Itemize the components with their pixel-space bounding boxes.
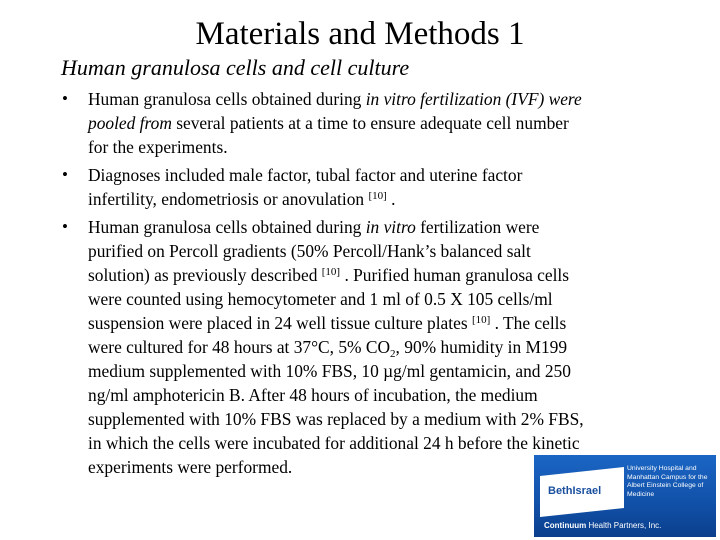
citation: [10] [321, 266, 341, 278]
text-run: were cultured for 48 hours at 37°C, 5% CO [88, 337, 391, 357]
logo-footer-bold: Continuum [544, 521, 587, 530]
bullet-item [62, 163, 662, 211]
text-run: infertility, endometriosis or anovulation [88, 189, 369, 209]
bullet-dot-icon: • [62, 165, 68, 184]
text-run: Diagnoses included male factor, tubal factor and uterine factor [88, 165, 523, 185]
bullet-text-line [88, 111, 662, 135]
bullet-list [62, 87, 662, 483]
text-run: , 90% humidity in M199 [395, 337, 568, 357]
logo-tagline: University Hospital and Manhattan Campus for the Albert Einstein College of Medicine [627, 465, 708, 498]
text-run: for the experiments. [88, 137, 228, 157]
citation: [10] [471, 314, 491, 326]
text-run: in vitro fertilization (IVF) were [365, 89, 582, 109]
text-run: experiments were performed. [88, 457, 293, 477]
text-run: Human granulosa cells obtained during [88, 217, 366, 237]
bullet-item [62, 87, 662, 159]
bullet-text-line [88, 163, 662, 187]
text-run: pooled from [88, 113, 172, 133]
text-run: in vitro [365, 217, 416, 237]
bullet-text-line [88, 359, 662, 383]
bullet-dot-icon: • [62, 217, 68, 236]
bullet-text-line [88, 87, 662, 111]
bullet-text-line [88, 239, 662, 263]
slide-title: Materials and Methods 1 [195, 16, 525, 52]
text-run: . The cells [490, 313, 567, 333]
logo-footer [544, 521, 661, 530]
logo-footer-rest: Health Partners, Inc. [586, 521, 662, 530]
bullet-text-line [88, 407, 662, 431]
text-run: several patients at a time to ensure adequate cell number [171, 113, 569, 133]
logo-name: BethIsrael [548, 485, 602, 497]
bullet-text-line [88, 383, 662, 407]
bullet-text-line [88, 263, 662, 287]
beth-israel-logo [534, 455, 716, 537]
text-run: suspension were placed in 24 well tissue culture plates [88, 313, 472, 333]
text-run: medium supplemented with 10% FBS, 10 µg/ml gentamicin, and 250 [88, 361, 571, 381]
slide-subtitle: Human granulosa cells and cell culture [61, 55, 410, 80]
text-run: . Purified human granulosa cells [340, 265, 570, 285]
subscript: 2 [390, 348, 396, 360]
text-run: were counted using hemocytometer and 1 ml of 0.5 X 105 cells/ml [88, 289, 553, 309]
bullet-text-line [88, 431, 662, 455]
text-run: fertilization were [415, 217, 540, 237]
text-run: Human granulosa cells obtained during [88, 89, 366, 109]
bullet-text-line [88, 135, 662, 159]
text-run: . [386, 189, 396, 209]
text-run: solution) as previously described [88, 265, 322, 285]
text-run: purified on Percoll gradients (50% Percoll/Hank’s balanced salt [88, 241, 531, 261]
bullet-dot-icon: • [62, 89, 68, 108]
bullet-item [62, 215, 662, 479]
bullet-text-line [88, 311, 662, 335]
citation: [10] [368, 190, 387, 202]
bullet-text-line [88, 215, 662, 239]
bullet-text-line [88, 335, 662, 359]
bullet-text-line [88, 187, 662, 211]
bullet-text-line [88, 287, 662, 311]
text-run: supplemented with 10% FBS was replaced by a medium with 2% FBS, [88, 409, 584, 429]
text-run: in which the cells were incubated for additional 24 h before the kinetic [88, 433, 580, 453]
text-run: ng/ml amphotericin B. After 48 hours of incubation, the medium [88, 385, 538, 405]
